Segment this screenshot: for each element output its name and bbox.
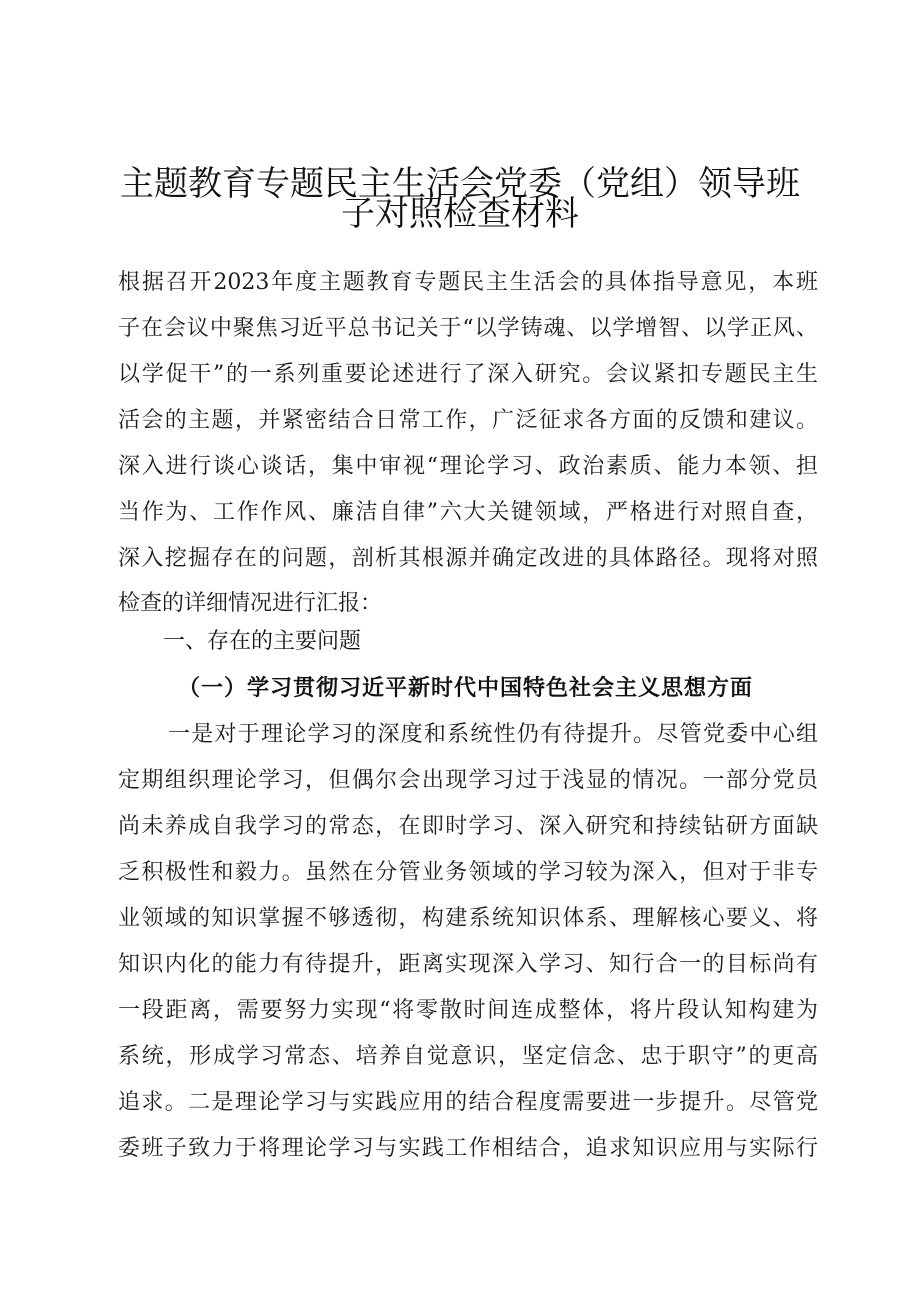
body-line: 一是对于理论学习的深度和系统性仍有待提升。尽管党委中心组 — [168, 722, 818, 747]
intro-line: 当作为、工作作风、廉洁自律”六大关键领域，严格进行对照自查， — [118, 500, 818, 525]
intro-line: 根据召开2023年度主题教育专题民主生活会的具体指导意见，本班 — [118, 270, 818, 295]
body-line: 乏积极性和毅力。虽然在分管业务领域的学习较为深入，但对于非专 — [118, 860, 818, 885]
body-line: 业领域的知识掌握不够透彻，构建系统知识体系、理解核心要义、将 — [118, 906, 818, 931]
intro-line: 活会的主题，并紧密结合日常工作，广泛征求各方面的反馈和建议。 — [118, 408, 818, 433]
document-title-line-2: 子对照检查材料 — [341, 194, 579, 234]
body-line: 定期组织理论学习，但偶尔会出现学习过于浅显的情况。一部分党员 — [118, 768, 818, 793]
body-line: 委班子致力于将理论学习与实践工作相结合，追求知识应用与实际行 — [118, 1136, 818, 1161]
intro-line: 以学促干”的一系列重要论述进行了深入研究。会议紧扣专题民主生 — [118, 362, 818, 387]
document-title-line-1: 主题教育专题民主生活会党委（党组）领导班 — [120, 164, 800, 204]
intro-line: 深入挖掘存在的问题，剖析其根源并确定改进的具体路径。现将对照 — [118, 546, 818, 571]
body-line: 系统，形成学习常态、培养自觉意识，坚定信念、忠于职守”的更高 — [118, 1044, 818, 1069]
body-line: 追求。二是理论学习与实践应用的结合程度需要进一步提升。尽管党 — [118, 1090, 818, 1115]
intro-line: 子在会议中聚焦习近平总书记关于“以学铸魂、以学增智、以学正风、 — [118, 316, 818, 341]
intro-line: 深入进行谈心谈话，集中审视“理论学习、政治素质、能力本领、担 — [118, 454, 818, 479]
body-line: 一段距离，需要努力实现“将零散时间连成整体，将片段认知构建为 — [118, 998, 818, 1023]
body-line: 知识内化的能力有待提升，距离实现深入学习、知行合一的目标尚有 — [118, 952, 818, 977]
body-line: 尚未养成自我学习的常态，在即时学习、深入研究和持续钻研方面缺 — [118, 814, 818, 839]
subsection-heading: （一）学习贯彻习近平新时代中国特色社会主义思想方面 — [178, 675, 754, 701]
section-heading: 一、存在的主要问题 — [163, 629, 362, 654]
intro-line: 检查的详细情况进行汇报： — [118, 591, 383, 616]
